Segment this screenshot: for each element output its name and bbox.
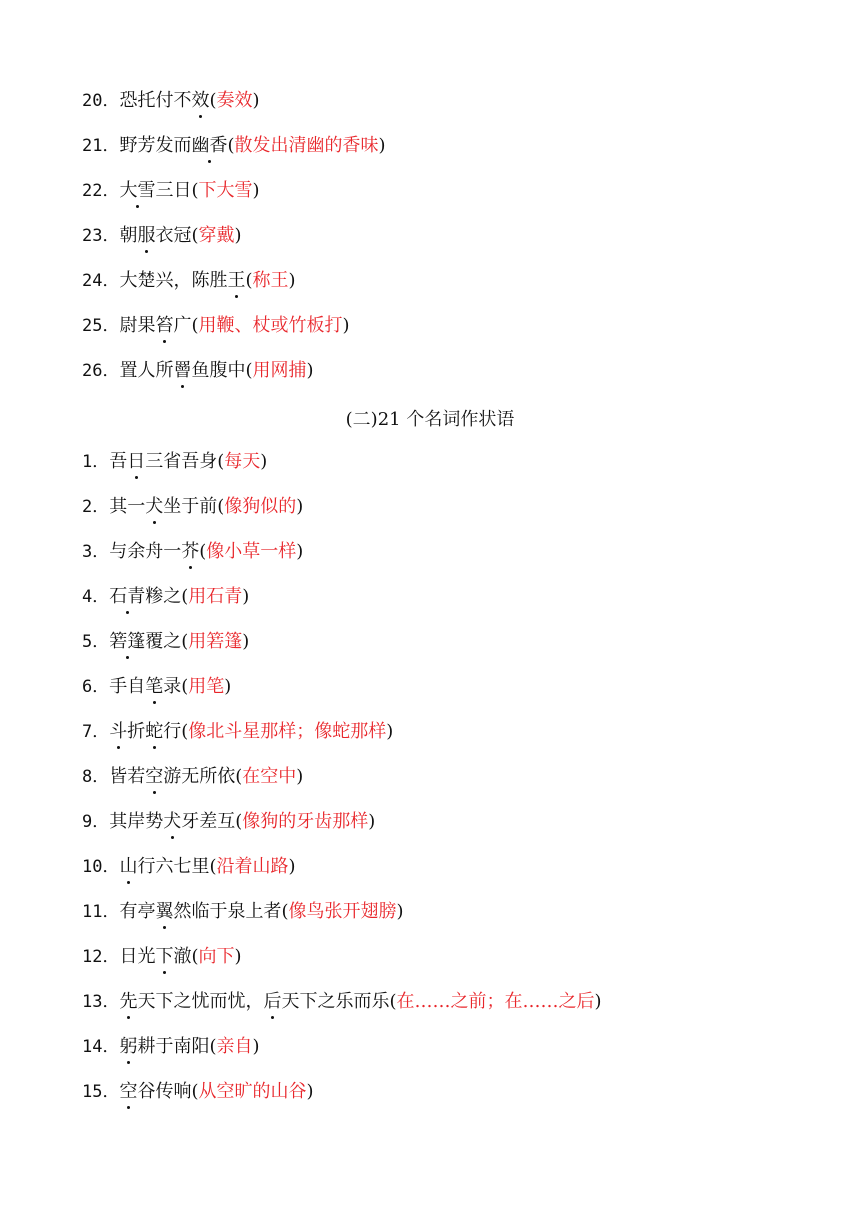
emphasized-word: 空 [145,766,164,787]
section-heading: (二)21 个名词作状语 [345,409,515,430]
item-number: 12． [82,947,120,967]
list-item: 6．手自笔录(用笔) [82,676,232,697]
list-item: 12．日光下澈(向下) [82,946,242,967]
answer-text: 每天 [224,451,261,472]
sentence-text: 有亭 [119,901,156,922]
emphasized-word: 笞 [155,315,174,336]
answer-text: 用箬篷 [188,631,243,652]
emphasized-word: 幽香 [191,135,228,156]
emphasized-word: 石青 [109,586,146,607]
list-item: 23．朝服衣冠(穿戴) [82,225,242,246]
list-item: 10．山行六七里(沿着山路) [82,856,296,877]
sentence-text: 朝 [119,225,138,246]
list-item: 5．箬篷覆之(用箬篷) [82,631,250,652]
item-number: 7． [82,722,110,742]
list-item: 3．与余舟一芥(像小草一样) [82,541,304,562]
item-number: 25． [82,316,120,336]
sentence-text: 衣冠 [155,225,192,246]
emphasized-word: 芥 [181,541,200,562]
item-number: 24． [82,271,120,291]
item-number: 21． [82,136,120,156]
sentence-text: 与余舟一 [109,541,182,562]
list-item: 9．其岸势犬牙差互(像狗的牙齿那样) [82,811,376,832]
emphasized-word: 山 [119,856,138,877]
sentence-text: 澈 [173,946,192,967]
item-number: 11． [82,902,120,922]
item-number: 15． [82,1082,120,1102]
emphasized-word: 躬 [119,1036,138,1057]
sentence-text: 谷传响 [137,1081,192,1102]
answer-text: 像鸟张开翅膀 [288,901,397,922]
list-item: 13．先天下之忧而忧，后天下之乐而乐(在……之前；在……之后) [82,991,602,1012]
sentence-text: 然临于泉上者 [173,901,282,922]
emphasized-word: 斗 [109,721,128,742]
answer-text: 在……之前；在……之后 [396,991,595,1012]
answer-text: 沿着山路 [216,856,289,877]
answer-text: 从空旷的山谷 [198,1081,307,1102]
emphasized-word: 大雪 [119,180,156,201]
item-number: 8． [82,767,110,787]
answer-text: 下大雪 [198,180,253,201]
list-item: 21．野芳发而幽香(散发出清幽的香味) [82,135,386,156]
sentence-text: 野芳发而 [119,135,192,156]
emphasized-word: 服 [137,225,156,246]
answer-text: 用笔 [188,676,225,697]
answer-text: 向下 [198,946,235,967]
emphasized-word: 罾 [173,360,192,381]
sentence-text: 牙差互 [181,811,236,832]
sentence-text: 覆之 [145,631,182,652]
list-item: 1．吾日三省吾身(每天) [82,451,268,472]
list-item: 22．大雪三日(下大雪) [82,180,260,201]
sentence-text: 尉果 [119,315,156,336]
sentence-text: 天下之忧而忧， [137,991,264,1012]
list-item: 15．空谷传响(从空旷的山谷) [82,1081,314,1102]
sentence-text: 三日 [155,180,192,201]
list-item: 11．有亭翼然临于泉上者(像鸟张开翅膀) [82,901,404,922]
sentence-text: 置人所 [119,360,174,381]
item-number: 6． [82,677,110,697]
emphasized-word: 犬 [145,496,164,517]
answer-text: 用鞭、杖或竹板打 [198,315,343,336]
emphasized-word: 后 [263,991,282,1012]
item-number: 23． [82,226,120,246]
sentence-text: 折 [127,721,146,742]
answer-text: 像北斗星那样；像蛇那样 [188,721,387,742]
answer-text: 称王 [252,270,289,291]
emphasized-word: 日 [127,451,146,472]
emphasized-word: 王 [227,270,246,291]
sentence-text: 其一 [109,496,146,517]
list-item: 4．石青糁之(用石青) [82,586,250,607]
sentence-text: 行 [163,721,182,742]
sentence-text: 糁之 [145,586,182,607]
answer-text: 奏效 [216,90,253,111]
sentence-text: 手自 [109,676,146,697]
sentence-text: 行六七里 [137,856,210,877]
item-number: 22． [82,181,120,201]
item-number: 9． [82,812,110,832]
item-number: 14． [82,1037,120,1057]
item-number: 5． [82,632,110,652]
answer-text: 像小草一样 [206,541,297,562]
answer-text: 穿戴 [198,225,235,246]
sentence-text: 吾 [109,451,128,472]
item-number: 13． [82,992,120,1012]
sentence-text: 恐托付不 [119,90,192,111]
list-item: 7．斗折蛇行(像北斗星那样；像蛇那样) [82,721,394,742]
item-number: 4． [82,587,110,607]
sentence-text: 三省吾身 [145,451,218,472]
list-item: 25．尉果笞广(用鞭、杖或竹板打) [82,315,350,336]
emphasized-word: 箬篷 [109,631,146,652]
list-item: 14．躬耕于南阳(亲自) [82,1036,260,1057]
list-item: 2．其一犬坐于前(像狗似的) [82,496,304,517]
sentence-text: 其岸势 [109,811,164,832]
sentence-text: 广 [173,315,192,336]
answer-text: 散发出清幽的香味 [234,135,379,156]
sentence-text: 天下之乐而乐 [281,991,390,1012]
sentence-text: 日光 [119,946,156,967]
answer-text: 用石青 [188,586,243,607]
sentence-text: 耕于南阳 [137,1036,210,1057]
item-number: 1． [82,452,110,472]
answer-text: 像狗似的 [224,496,297,517]
emphasized-word: 笔 [145,676,164,697]
list-item: 8．皆若空游无所依(在空中) [82,766,304,787]
answer-text: 在空中 [242,766,297,787]
item-number: 3． [82,542,110,562]
sentence-text: 录 [163,676,182,697]
answer-text: 用网捕 [252,360,307,381]
sentence-text: 游无所依 [163,766,236,787]
emphasized-word: 先 [119,991,138,1012]
answer-text: 像狗的牙齿那样 [242,811,369,832]
emphasized-word: 下 [155,946,174,967]
sentence-text: 坐于前 [163,496,218,517]
item-number: 20． [82,91,120,111]
emphasized-word: 空 [119,1081,138,1102]
item-number: 10． [82,857,120,877]
emphasized-word: 蛇 [145,721,164,742]
emphasized-word: 效 [191,90,210,111]
item-number: 2． [82,497,110,517]
list-item: 24．大楚兴，陈胜王(称王) [82,270,296,291]
emphasized-word: 犬 [163,811,182,832]
list-item: 20．恐托付不效(奏效) [82,90,260,111]
list-item: 26．置人所罾鱼腹中(用网捕) [82,360,314,381]
emphasized-word: 翼 [155,901,174,922]
item-number: 26． [82,361,120,381]
sentence-text: 皆若 [109,766,146,787]
sentence-text: 鱼腹中 [191,360,246,381]
sentence-text: 大楚兴，陈胜 [119,270,228,291]
answer-text: 亲自 [216,1036,253,1057]
